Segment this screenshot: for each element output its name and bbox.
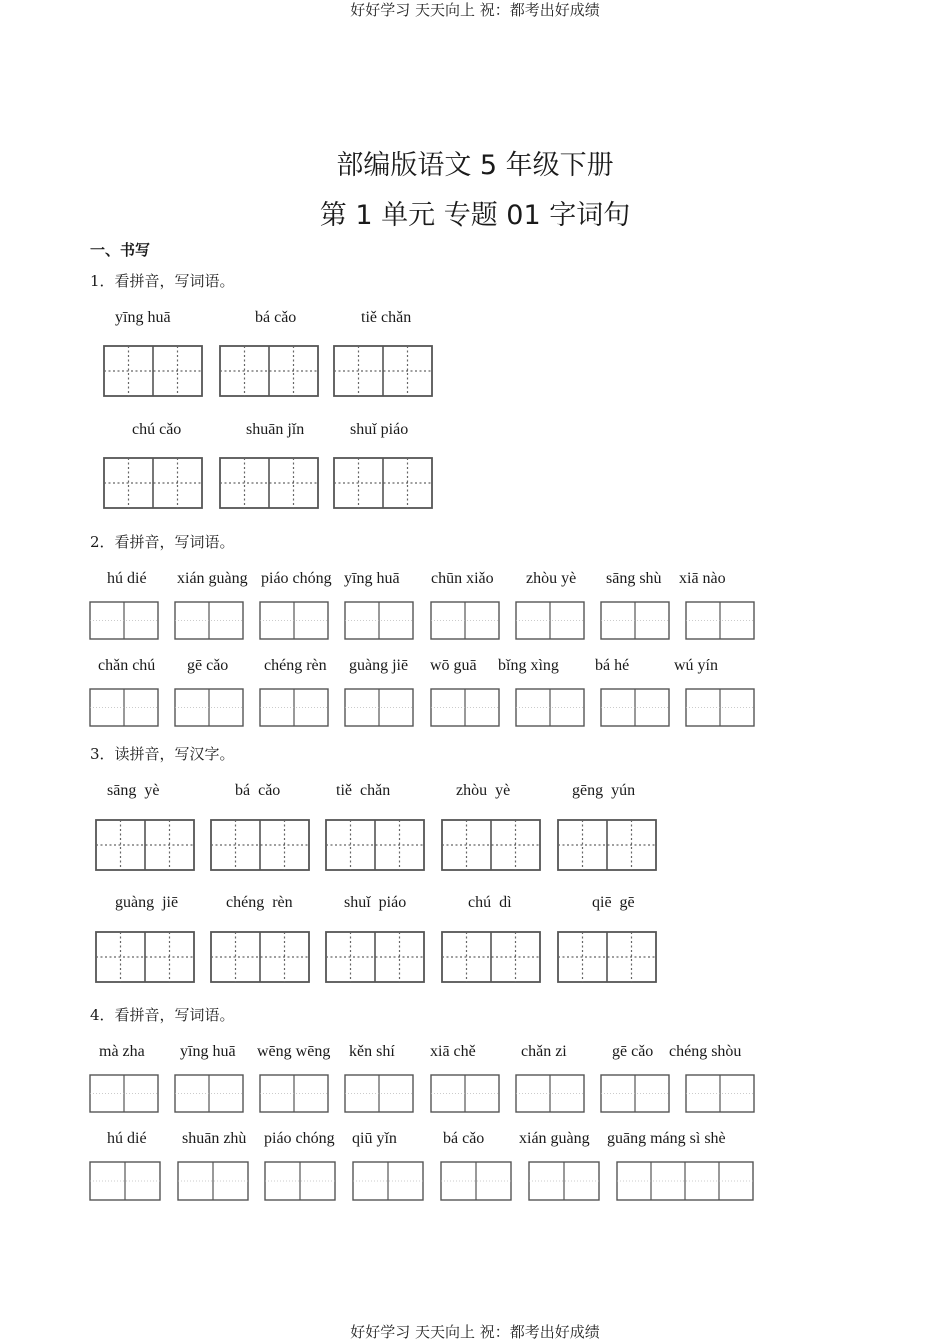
pinyin-label: sāng yè xyxy=(107,782,160,799)
pinyin-label: shuǐ piáo xyxy=(344,894,407,911)
writing-box[interactable] xyxy=(558,820,656,870)
pinyin-label: tiě chǎn xyxy=(361,309,412,326)
writing-box[interactable] xyxy=(175,689,243,726)
writing-box[interactable] xyxy=(558,932,656,982)
pinyin-label: sāng shù xyxy=(606,570,662,587)
writing-box[interactable] xyxy=(104,458,202,508)
pinyin-label: chú cǎo xyxy=(132,421,182,438)
writing-box[interactable] xyxy=(260,1075,328,1112)
pinyin-label: yīng huā xyxy=(344,570,400,587)
document-subtitle: 第 1 单元 专题 01 字词句 xyxy=(319,200,631,231)
pinyin-label: kěn shí xyxy=(349,1043,395,1060)
writing-box[interactable] xyxy=(529,1162,599,1200)
pinyin-label: bá hé xyxy=(595,657,630,674)
pinyin-label: bá cǎo xyxy=(255,309,297,326)
question-3-prompt: 3．读拼音，写汉字。 xyxy=(90,745,235,763)
writing-box[interactable] xyxy=(516,1075,584,1112)
writing-box[interactable] xyxy=(326,932,424,982)
writing-box[interactable] xyxy=(345,602,413,639)
pinyin-label: bá cǎo xyxy=(235,782,281,799)
pinyin-label: chǎn chú xyxy=(98,657,156,674)
pinyin-label: xián guàng xyxy=(519,1130,590,1147)
writing-box[interactable] xyxy=(178,1162,248,1200)
writing-box[interactable] xyxy=(431,602,499,639)
pinyin-label: gē cǎo xyxy=(612,1043,654,1060)
pinyin-label: xián guàng xyxy=(177,570,248,587)
pinyin-label: shuān jǐn xyxy=(246,421,305,438)
writing-box[interactable] xyxy=(90,1162,160,1200)
writing-box[interactable] xyxy=(686,1075,754,1112)
writing-box[interactable] xyxy=(516,602,584,639)
pinyin-label: piáo chóng xyxy=(261,570,332,587)
pinyin-label: chéng rèn xyxy=(226,894,293,911)
page-footer: 好好学习 天天向上 祝：都考出好成绩 xyxy=(350,1323,600,1341)
question-2-prompt: 2．看拼音，写词语。 xyxy=(90,533,235,551)
writing-box[interactable] xyxy=(260,602,328,639)
writing-box[interactable] xyxy=(345,1075,413,1112)
writing-box[interactable] xyxy=(353,1162,423,1200)
writing-box[interactable] xyxy=(96,820,194,870)
writing-box[interactable] xyxy=(90,1075,158,1112)
writing-box[interactable] xyxy=(334,458,432,508)
pinyin-label: qiē gē xyxy=(592,894,635,911)
writing-box[interactable] xyxy=(211,932,309,982)
pinyin-label: qiū yǐn xyxy=(352,1130,397,1147)
pinyin-label: gē cǎo xyxy=(187,657,229,674)
pinyin-label: chǎn zi xyxy=(521,1043,567,1060)
pinyin-label: shuǐ piáo xyxy=(350,421,409,438)
writing-box[interactable] xyxy=(431,1075,499,1112)
writing-box[interactable] xyxy=(175,602,243,639)
pinyin-label: yīng huā xyxy=(180,1043,236,1060)
page-header: 好好学习 天天向上 祝：都考出好成绩 xyxy=(350,1,600,19)
pinyin-label: wú yín xyxy=(674,657,718,674)
writing-box[interactable] xyxy=(601,1075,669,1112)
writing-box[interactable] xyxy=(442,820,540,870)
section-heading: 一、书写 xyxy=(90,241,151,259)
pinyin-label: mà zha xyxy=(99,1043,145,1060)
pinyin-label: tiě chǎn xyxy=(336,782,391,799)
writing-box[interactable] xyxy=(441,1162,511,1200)
pinyin-label: yīng huā xyxy=(115,309,171,326)
pinyin-label: shuān zhù xyxy=(182,1130,247,1147)
pinyin-label: guāng máng sì shè xyxy=(607,1130,726,1147)
pinyin-label: xiā chě xyxy=(430,1043,476,1060)
writing-box[interactable] xyxy=(334,346,432,396)
writing-box[interactable] xyxy=(90,602,158,639)
pinyin-label: bá cǎo xyxy=(443,1130,485,1147)
writing-box[interactable] xyxy=(442,932,540,982)
writing-box[interactable] xyxy=(617,1162,753,1200)
writing-box[interactable] xyxy=(260,689,328,726)
document-title: 部编版语文 5 年级下册 xyxy=(336,150,614,181)
pinyin-label: hú dié xyxy=(107,1130,147,1147)
writing-box[interactable] xyxy=(601,689,669,726)
writing-box[interactable] xyxy=(326,820,424,870)
writing-box[interactable] xyxy=(104,346,202,396)
writing-box[interactable] xyxy=(175,1075,243,1112)
pinyin-label: zhòu yè xyxy=(456,782,511,799)
writing-box[interactable] xyxy=(601,602,669,639)
pinyin-label: guàng jiē xyxy=(115,894,179,911)
writing-box[interactable] xyxy=(220,458,318,508)
pinyin-label: piáo chóng xyxy=(264,1130,335,1147)
writing-box[interactable] xyxy=(431,689,499,726)
pinyin-label: wēng wēng xyxy=(257,1043,331,1060)
pinyin-label: hú dié xyxy=(107,570,147,587)
pinyin-label: chéng rèn xyxy=(264,657,327,674)
writing-box[interactable] xyxy=(265,1162,335,1200)
question-4-prompt: 4．看拼音，写词语。 xyxy=(90,1006,235,1024)
writing-box[interactable] xyxy=(516,689,584,726)
writing-box[interactable] xyxy=(220,346,318,396)
question-1-prompt: 1．看拼音，写词语。 xyxy=(90,272,235,290)
writing-box[interactable] xyxy=(345,689,413,726)
pinyin-label: gēng yún xyxy=(572,782,636,799)
pinyin-label: bǐng xìng xyxy=(498,657,559,674)
pinyin-label: chūn xiǎo xyxy=(431,570,494,587)
writing-box[interactable] xyxy=(90,689,158,726)
writing-box[interactable] xyxy=(686,689,754,726)
writing-box[interactable] xyxy=(686,602,754,639)
pinyin-label: wō guā xyxy=(430,657,477,674)
pinyin-label: zhòu yè xyxy=(526,570,577,587)
writing-box[interactable] xyxy=(96,932,194,982)
pinyin-label: xiā nào xyxy=(679,570,726,587)
pinyin-label: chú dì xyxy=(468,894,512,911)
pinyin-label: guàng jiē xyxy=(349,657,409,674)
writing-box[interactable] xyxy=(211,820,309,870)
pinyin-label: chéng shòu xyxy=(669,1043,742,1060)
